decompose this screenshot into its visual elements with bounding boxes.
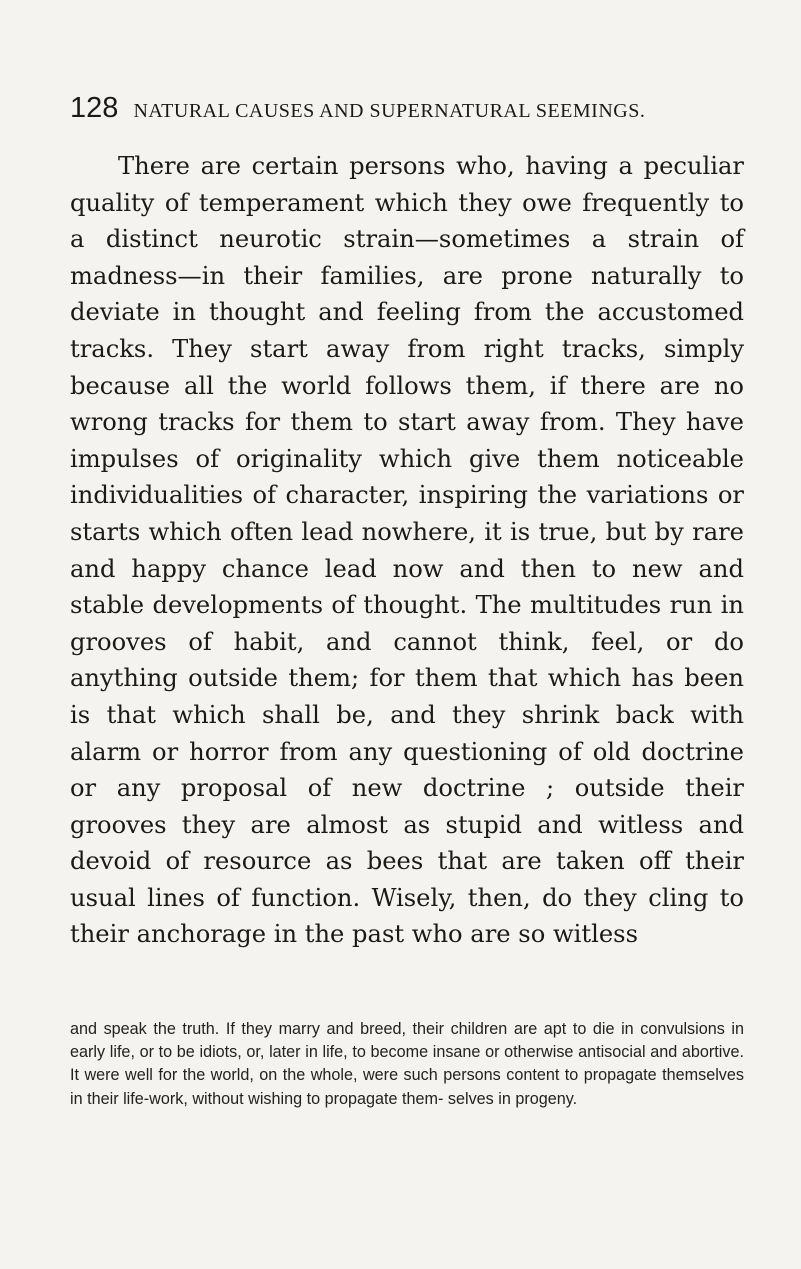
- running-title: NATURAL CAUSES AND SUPERNATURAL SEEMINGS.: [133, 100, 646, 122]
- body-paragraph: There are certain persons who, having a peculiar quality of temperament which they owe frequently to a distinct neurotic strain—sometimes a strain of madness—in their families, are prone naturally to deviate in thought and feeling from the accustomed tracks. They start away from right tracks, simply because all the world follows them, if there are no wrong tracks for them to start away from. They have impulses of originality which give them noticeable individualities of character, inspiring the variations or starts which often lead nowhere, it is true, but by rare and happy chance lead now and then to new and stable developments of thought. The multitudes run in grooves of habit, and cannot think, feel, or do anything outside them; for them that which has been is that which shall be, and they shrink back with alarm or horror from any questioning of old doctrine or any proposal of new doctrine ; outside their grooves they are almost as stupid and witless and devoid of resource as bees that are taken off their usual lines of function. Wisely, then, do they cling to their anchorage in the past who are so witless: [70, 152, 744, 949]
- footnote: and speak the truth. If they marry and breed, their children are apt to die in convulsions in early life, or to be idiots, or, later in life, to become insane or otherwise antisocial and abortive. It were well for the world, on the whole, were such persons content to propagate themselves in their life-work, without wishing to propagate them- selves in progeny.: [70, 1020, 744, 1108]
- running-head: [70, 92, 750, 126]
- page-number: 128: [70, 92, 119, 124]
